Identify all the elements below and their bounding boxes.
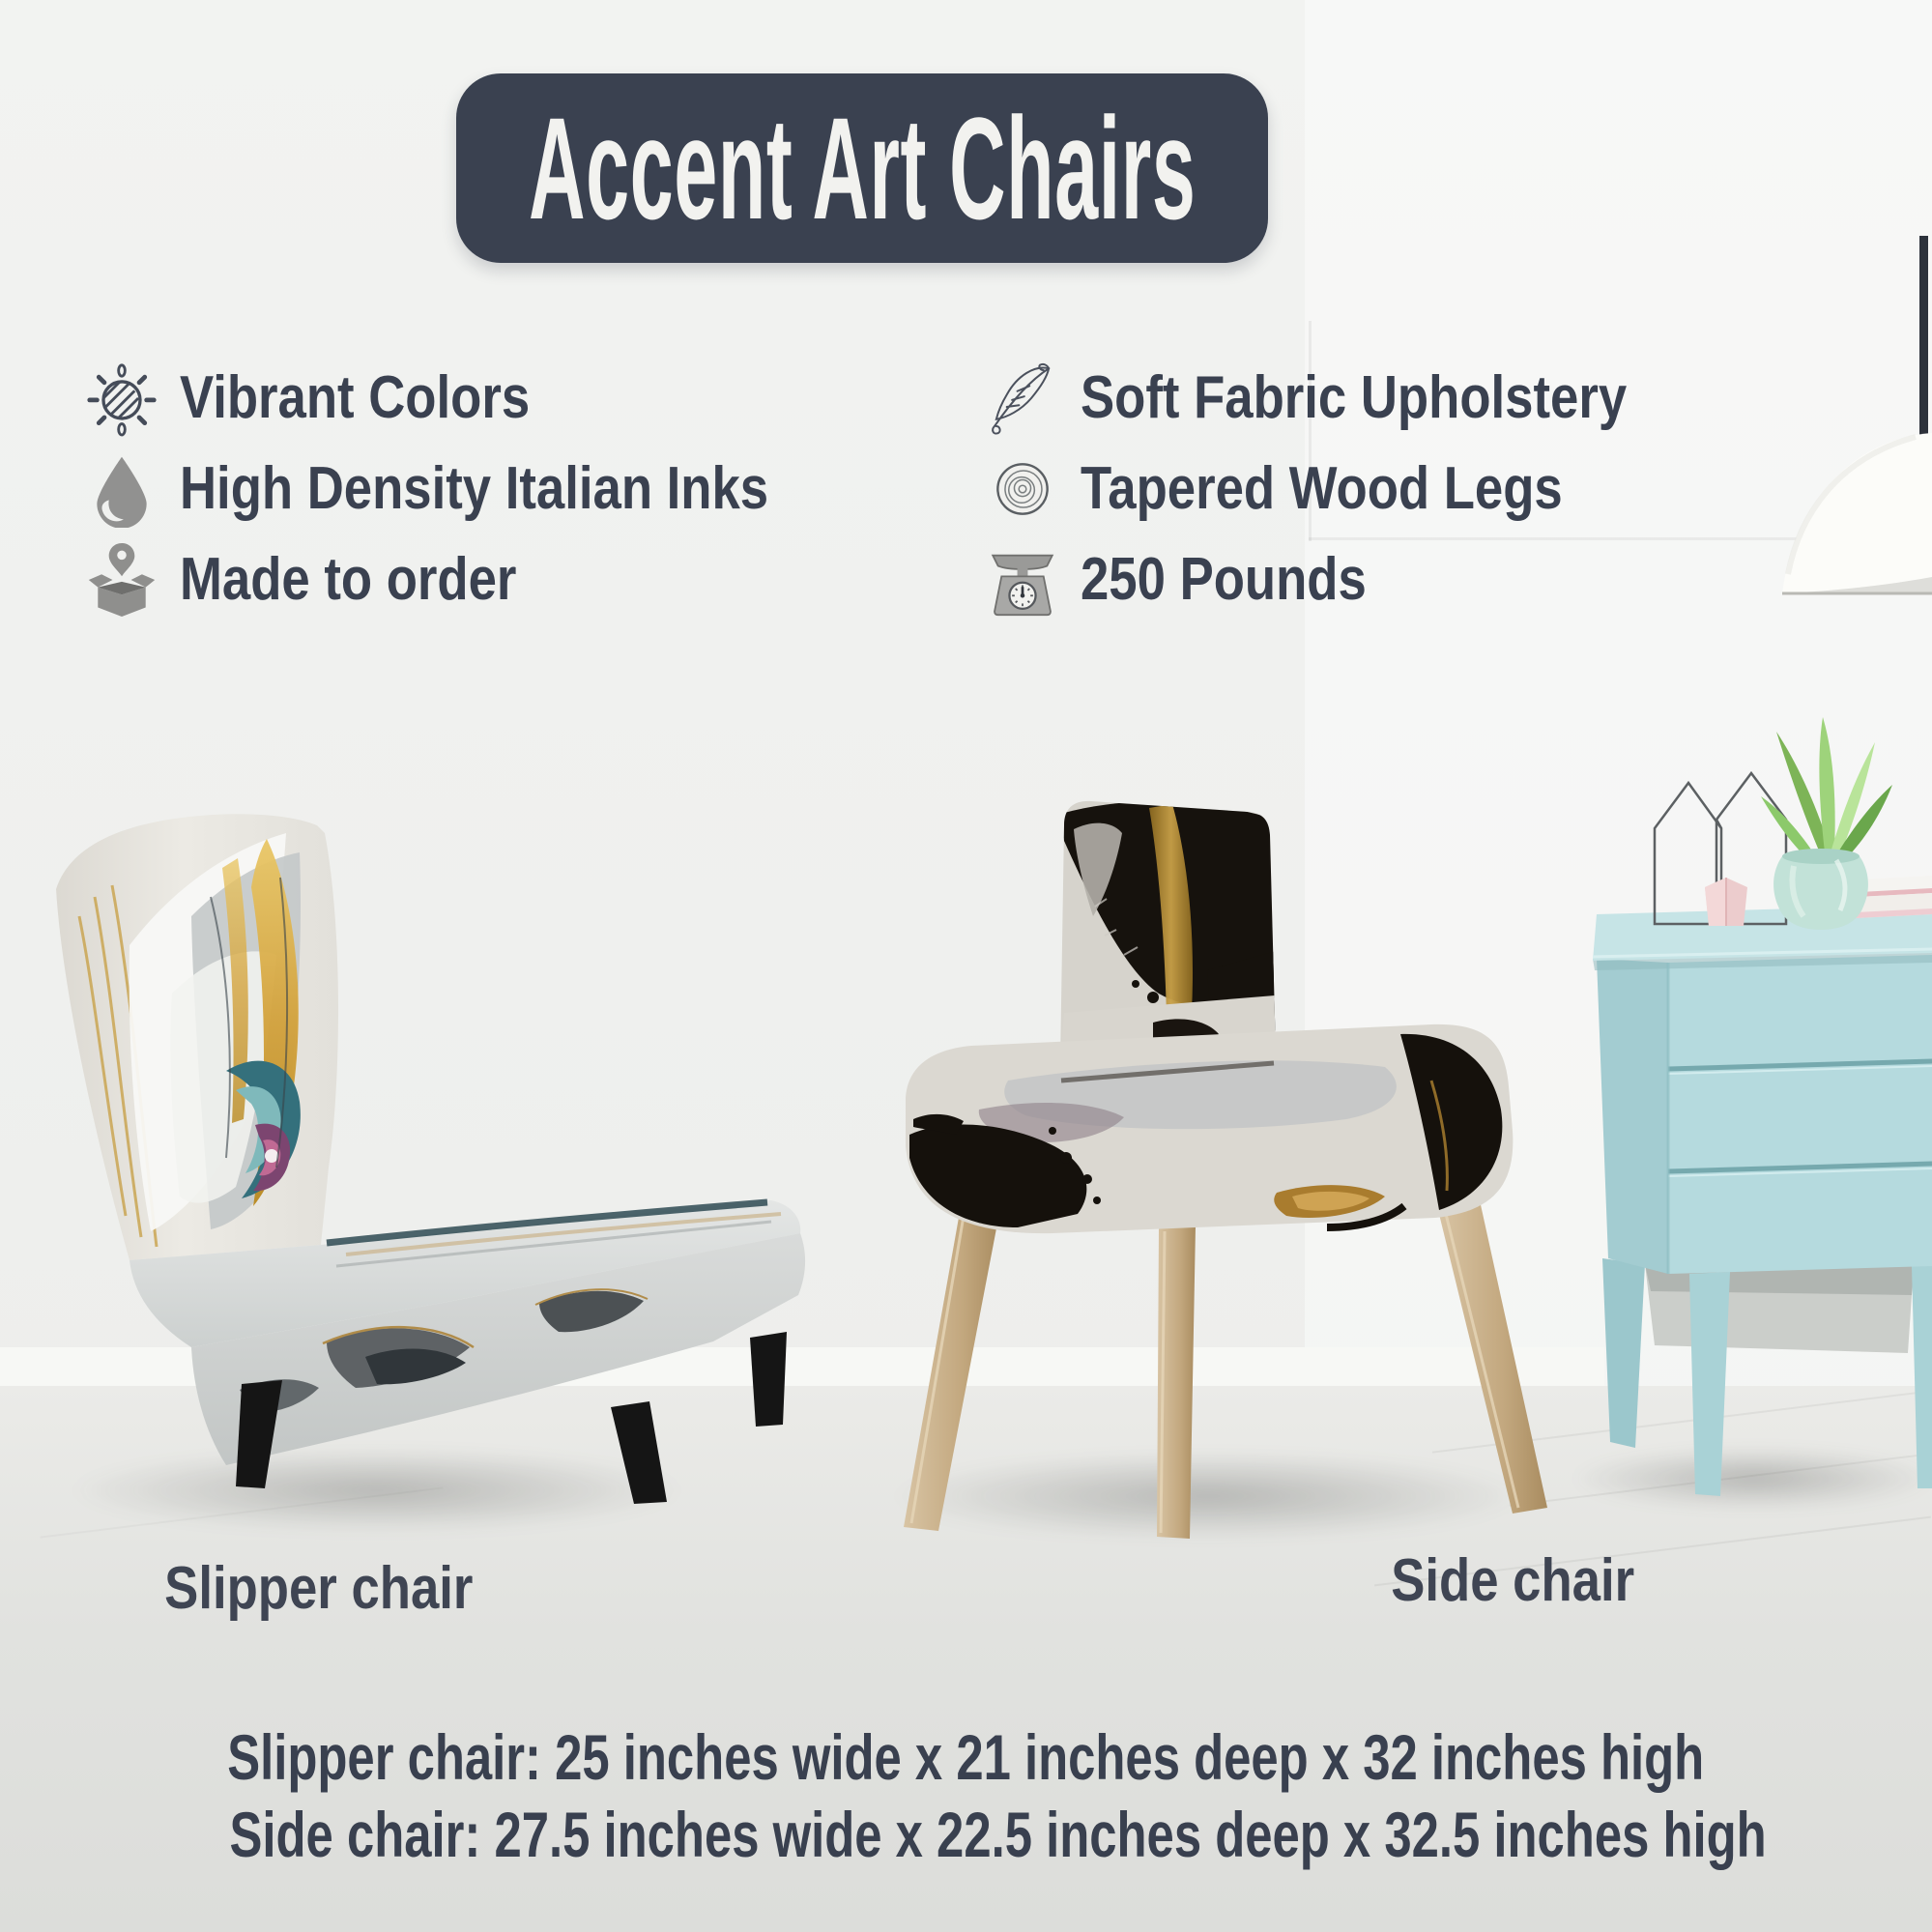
pink-vase	[1705, 878, 1747, 926]
feature-vibrant-colors	[85, 356, 591, 441]
chair-label-side: Side chair	[1391, 1547, 1634, 1614]
feature-label: Soft Fabric Upholstery	[1081, 364, 1628, 431]
dimensions-slipper-chair: Slipper chair: 25 inches wide x 21 inches deep x 32 inches high	[227, 1721, 1705, 1793]
feature-label: Made to order	[180, 546, 517, 613]
ink-drop-icon	[85, 447, 159, 532]
feather-icon	[986, 356, 1059, 441]
box-location-pin-icon	[85, 537, 159, 622]
title-banner	[456, 73, 1268, 263]
slipper-chair-back	[56, 814, 338, 1260]
sun-color-ball-icon	[85, 356, 159, 441]
dimensions-side-chair: Side chair: 27.5 inches wide x 22.5 inches deep x 32.5 inches high	[229, 1799, 1767, 1870]
feature-italian-inks	[85, 447, 873, 532]
dresser-under-shadow	[1645, 1264, 1914, 1353]
side-chair-seat	[906, 1024, 1513, 1233]
pendant-lamp	[1778, 429, 1932, 595]
feature-soft-fabric	[986, 356, 1723, 441]
feature-label: Tapered Wood Legs	[1081, 455, 1563, 522]
kitchen-scale-icon	[986, 537, 1059, 622]
dresser	[1573, 899, 1932, 1508]
side-chair-legs	[904, 1200, 1547, 1539]
chair-label-slipper: Slipper chair	[164, 1555, 474, 1622]
dresser-decor	[1633, 696, 1932, 937]
dresser-body	[1593, 905, 1932, 1274]
feature-label: Vibrant Colors	[180, 364, 531, 431]
feature-label: 250 Pounds	[1081, 546, 1367, 613]
page-title: Accent Art Chairs	[528, 86, 1197, 249]
slipper-chair-photo	[37, 800, 810, 1554]
wood-log-icon	[986, 447, 1059, 532]
feature-wood-legs	[986, 447, 1648, 532]
feature-label: High Density Italian Inks	[180, 455, 769, 522]
pendant-lamp-cord	[1919, 236, 1928, 437]
dimensions-block	[0, 1718, 1932, 1873]
feature-weight-capacity	[986, 537, 1417, 622]
feature-made-to-order	[85, 537, 576, 622]
side-chair-photo	[863, 791, 1559, 1544]
